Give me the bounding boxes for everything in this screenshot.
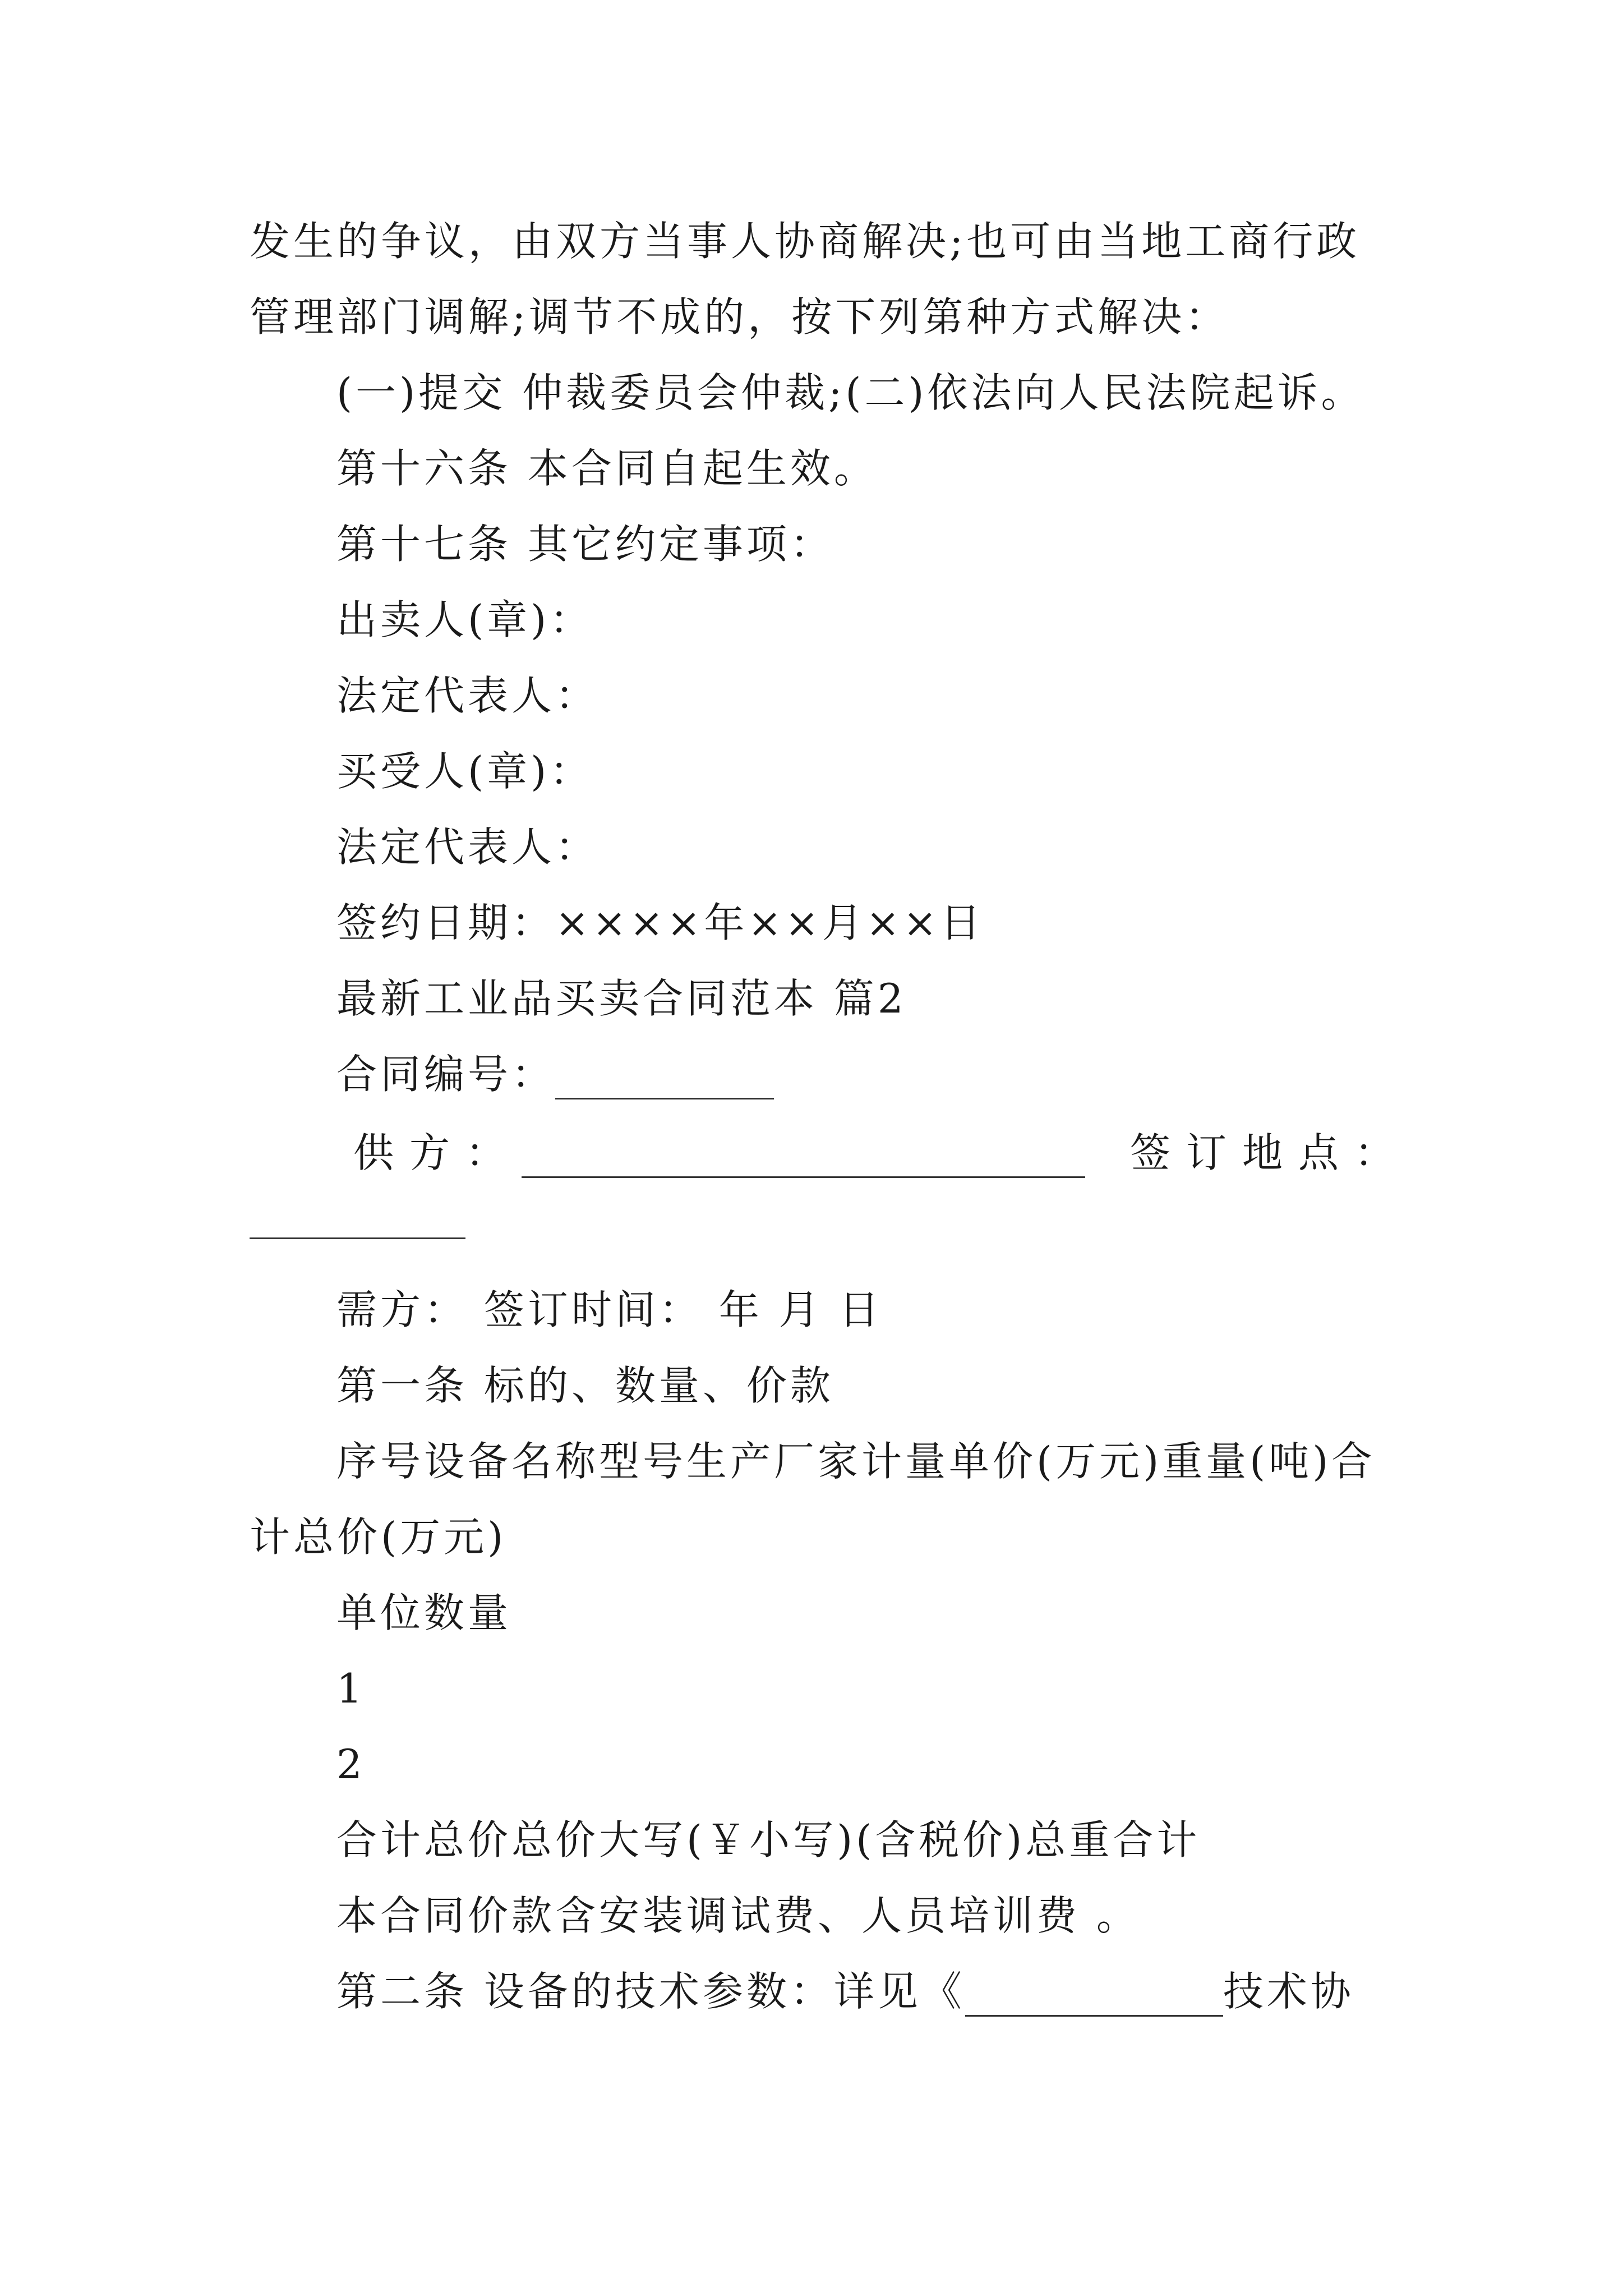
seller-seal-label: 出卖人(章)： [336,596,594,643]
price-includes-note: 本合同价款含安装调试费、人员培训费 。 [336,1892,1140,1939]
table-row-1: 1 [336,1665,366,1712]
table-header-line-2: 计总价(万元) [250,1513,507,1561]
signing-place-label: 签订地点： [1130,1129,1411,1176]
article-16: 第十六条 本合同自起生效。 [336,445,878,492]
technical-agreement-blank [965,1975,1223,2017]
paragraph-line-dispute: 发生的争议，由双方当事人协商解决;也可由当地工商行政 [250,218,1361,265]
article-2-text-tail: 技术协 [1223,1968,1354,2015]
paragraph-line-mediation: 管理部门调解;调节不成的，按下列第种方式解决： [250,293,1229,341]
table-row-2: 2 [336,1741,366,1788]
signing-date: 签约日期：××××年××月××日 [336,899,984,946]
buyer-seal-label: 买受人(章)： [336,748,594,795]
supplier-label: 供方： [353,1129,522,1176]
article-1: 第一条 标的、数量、价款 [336,1362,834,1409]
contract-number-row [336,1049,774,1099]
table-header-line-1: 序号设备名称型号生产厂家计量单价(万元)重量(吨)合 [336,1438,1376,1485]
signing-place-blank [250,1237,465,1239]
supplier-blank [522,1136,1085,1178]
buyer-legal-rep-label: 法定代表人： [336,823,600,871]
seller-legal-rep-label: 法定代表人： [336,672,600,719]
buyer-signing-time: 需方： 签订时间： 年 月 日 [336,1286,883,1333]
supplier-row [353,1128,1410,1178]
section-heading-part-2: 最新工业品买卖合同范本 篇2 [336,975,907,1022]
table-unit-quantity: 单位数量 [336,1589,512,1636]
contract-number-label: 合同编号： [336,1051,556,1098]
contract-number-blank [555,1057,774,1099]
article-2-row [336,1966,1354,2017]
table-total-row: 合计总价总价大写(￥小写)(含税价)总重合计 [336,1816,1201,1864]
paragraph-line-arbitration: (一)提交 仲裁委员会仲裁;(二)依法向人民法院起诉。 [336,369,1365,416]
article-2-text: 第二条 设备的技术参数：详见《 [336,1968,965,2015]
article-17: 第十七条 其它约定事项： [336,521,834,568]
